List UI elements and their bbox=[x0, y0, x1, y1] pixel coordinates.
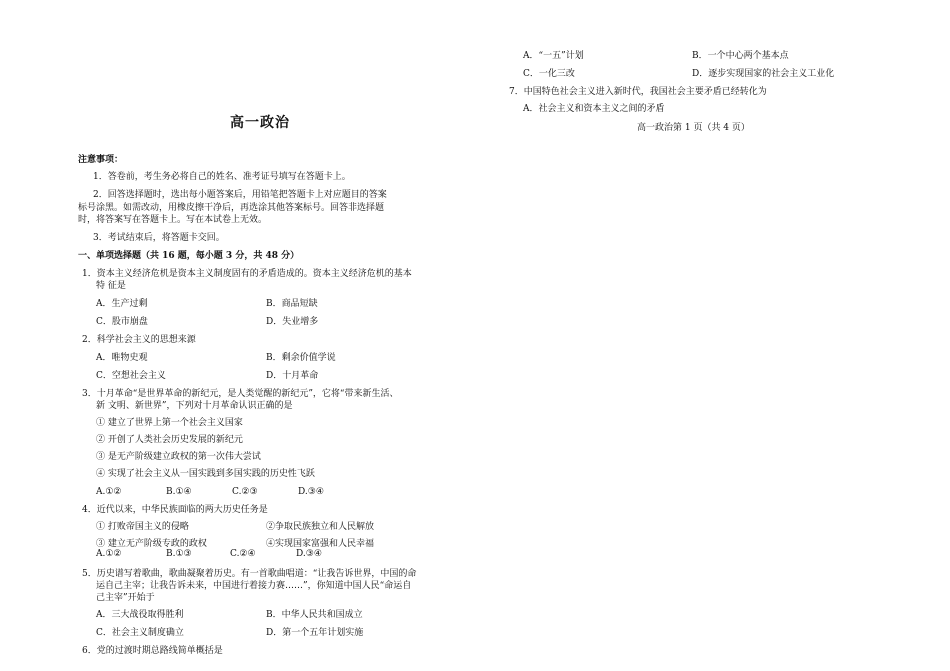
notice-item-3: 3．考试结束后，将答题卡交回。 bbox=[93, 233, 225, 243]
question-1-option-c: C．股市崩盘 bbox=[96, 317, 148, 327]
question-4-stem: 4．近代以来，中华民族面临的两大历史任务是 bbox=[82, 505, 268, 515]
question-5-stem-cont-1: 运自己主宰；让我告诉未来，中国进行着接力赛……”，你知道中国人民“命运自 bbox=[96, 581, 412, 591]
section-heading-single-choice: 一、单项选择题（共 16 题，每小题 3 分，共 48 分） bbox=[78, 251, 300, 261]
question-5-option-c: C．社会主义制度确立 bbox=[96, 628, 184, 638]
question-1-option-b: B．商品短缺 bbox=[266, 299, 318, 309]
question-1-stem-cont: 特 征是 bbox=[96, 281, 126, 291]
notice-heading: 注意事项： bbox=[78, 155, 124, 165]
question-2-stem: 2．科学社会主义的思想来源 bbox=[82, 335, 196, 345]
question-5-option-b: B．中华人民共和国成立 bbox=[266, 610, 363, 620]
question-3-statement-1: ① 建立了世界上第一个社会主义国家 bbox=[96, 418, 243, 428]
question-4-statement-4: ④实现国家富强和人民幸福 bbox=[266, 539, 375, 549]
question-4-option-a: A.①② bbox=[96, 549, 122, 559]
notice-item-1: 1．答卷前，考生务必将自己的姓名、准考证号填写在答题卡上。 bbox=[93, 172, 351, 182]
notice-item-2-line3: 时，将答案写在答题卡上。写在本试卷上无效。 bbox=[78, 215, 268, 225]
question-4-option-c: C.②④ bbox=[230, 549, 256, 559]
question-3-option-c: C.②③ bbox=[232, 487, 258, 497]
question-2-option-d: D．十月革命 bbox=[266, 371, 319, 381]
question-7-option-a: A．社会主义和资本主义之间的矛盾 bbox=[523, 104, 665, 114]
page-footer: 高一政治第 1 页（共 4 页） bbox=[637, 123, 750, 133]
question-6-option-d: D．逐步实现国家的社会主义工业化 bbox=[692, 69, 835, 79]
question-3-stem-cont: 新 文明、新世界”，下列对十月革命认识正确的是 bbox=[96, 401, 293, 411]
question-4-statement-1: ① 打败帝国主义的侵略 bbox=[96, 522, 189, 532]
question-2-option-a: A．唯物史观 bbox=[96, 353, 148, 363]
question-4-statement-2: ②争取民族独立和人民解放 bbox=[266, 522, 375, 532]
question-1-option-d: D．失业增多 bbox=[266, 317, 319, 327]
question-3-option-d: D.③④ bbox=[298, 487, 324, 497]
question-3-statement-2: ② 开创了人类社会历史发展的新纪元 bbox=[96, 435, 243, 445]
question-7-stem: 7．中国特色社会主义进入新时代，我国社会主要矛盾已经转化为 bbox=[509, 87, 767, 97]
question-5-stem: 5．历史谱写着歌曲，歌曲凝聚着历史。有一首歌曲唱道：“让我告诉世界，中国的命 bbox=[82, 569, 417, 579]
notice-item-2-line1: 2．回答选择题时，选出每小题答案后，用铅笔把答题卡上对应题目的答案 bbox=[93, 190, 387, 200]
question-6-stem: 6．党的过渡时期总路线简单概括是 bbox=[82, 646, 223, 656]
question-5-option-a: A．三大战役取得胜利 bbox=[96, 610, 184, 620]
question-1-stem: 1．资本主义经济危机是资本主义制度固有的矛盾造成的。资本主义经济危机的基本 bbox=[82, 269, 412, 279]
question-5-option-d: D．第一个五年计划实施 bbox=[266, 628, 364, 638]
question-4-statement-3: ③ 建立无产阶级专政的政权 bbox=[96, 539, 207, 549]
question-1-option-a: A．生产过剩 bbox=[96, 299, 148, 309]
question-2-option-b: B．剩余价值学说 bbox=[266, 353, 336, 363]
question-6-option-b: B．一个中心两个基本点 bbox=[692, 51, 789, 61]
question-4-option-d: D.③④ bbox=[296, 549, 322, 559]
question-3-statement-4: ④ 实现了社会主义从一国实践到多国实践的历史性飞跃 bbox=[96, 469, 315, 479]
question-3-stem: 3．十月革命“是世界革命的新纪元，是人类觉醒的新纪元”，它将“带来新生活、 bbox=[82, 389, 399, 399]
question-2-option-c: C．空想社会主义 bbox=[96, 371, 166, 381]
question-3-statement-3: ③ 是无产阶级建立政权的第一次伟大尝试 bbox=[96, 452, 261, 462]
question-5-stem-cont-2: 己主宰”开始于 bbox=[96, 593, 155, 603]
question-4-option-b: B.①③ bbox=[166, 549, 192, 559]
question-3-option-a: A.①② bbox=[96, 487, 122, 497]
page-title: 高一政治 bbox=[230, 115, 290, 131]
question-3-option-b: B.①④ bbox=[166, 487, 192, 497]
question-6-option-a: A．“一五”计划 bbox=[523, 51, 584, 61]
notice-item-2-line2: 标号涂黑。如需改动，用橡皮擦干净后，再选涂其他答案标号。回答非选择题 bbox=[78, 203, 385, 213]
question-6-option-c: C．一化三改 bbox=[523, 69, 575, 79]
